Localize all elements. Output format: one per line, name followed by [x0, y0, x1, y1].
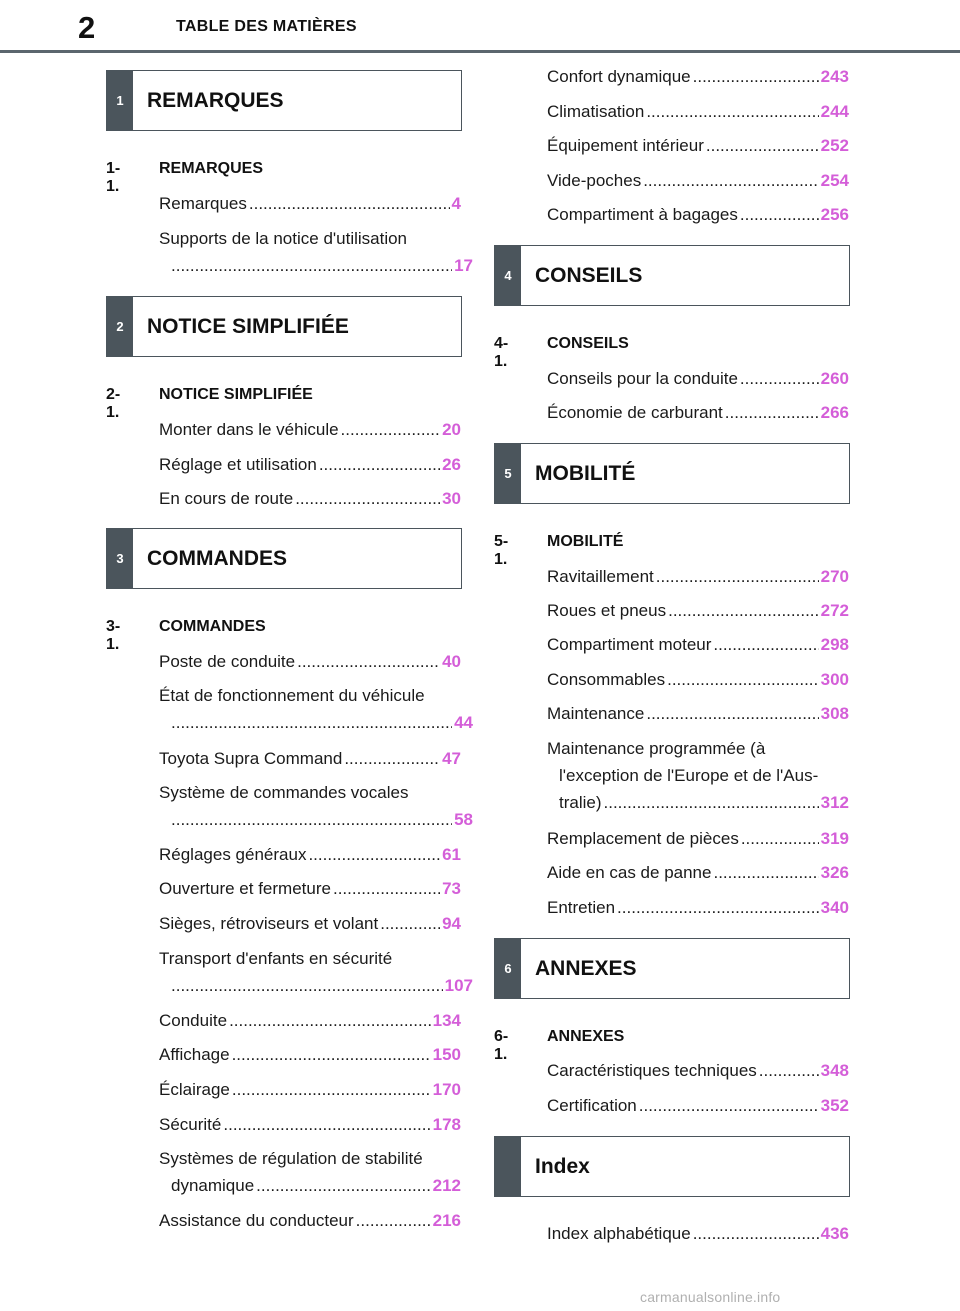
section-title: NOTICE SIMPLIFIÉE — [159, 386, 313, 403]
toc-entry[interactable] — [159, 878, 461, 900]
chapter-box-4[interactable] — [494, 245, 850, 306]
entry-page: 107 — [444, 976, 473, 995]
toc-entry[interactable] — [159, 844, 461, 866]
entry-label: Ouverture et fermeture — [159, 879, 331, 898]
entry-label: Ravitaillement — [547, 567, 654, 586]
entry-label: Index alphabétique — [547, 1224, 691, 1243]
leader-dots — [706, 135, 819, 157]
section-title: CONSEILS — [547, 335, 629, 352]
entry-page: 44 — [454, 713, 473, 732]
entry-page: 178 — [432, 1115, 461, 1134]
chapter-tab: 3 — [107, 529, 133, 588]
header-title: TABLE DES MATIÈRES — [176, 18, 357, 35]
entry-label: Supports de la notice d'utilisation — [159, 229, 408, 248]
entry-page: 256 — [820, 205, 849, 224]
toc-entry[interactable] — [547, 402, 849, 424]
toc-entry[interactable] — [547, 135, 849, 157]
chapter-box-5[interactable] — [494, 443, 850, 504]
toc-entry[interactable] — [547, 368, 849, 390]
entry-page: 308 — [820, 704, 849, 723]
entry-label: État de fonctionnement du véhicule — [159, 686, 425, 705]
toc-entry[interactable] — [547, 170, 849, 192]
entry-page: 272 — [820, 601, 849, 620]
entry-label: Assistance du conducteur — [159, 1211, 354, 1230]
entry-page: 58 — [454, 810, 473, 829]
toc-entry[interactable] — [547, 1223, 849, 1245]
leader-dots — [656, 566, 819, 588]
entry-page: 243 — [820, 67, 849, 86]
entry-label: Conduite — [159, 1011, 228, 1030]
entry-page: 134 — [432, 1011, 461, 1030]
toc-entry[interactable] — [547, 1060, 849, 1082]
chapter-box-1[interactable] — [106, 70, 462, 131]
leader-dots — [256, 1175, 430, 1197]
leader-dots — [713, 862, 818, 884]
entry-page: 252 — [820, 136, 849, 155]
toc-entry[interactable] — [547, 862, 849, 884]
entry-page: 47 — [442, 749, 461, 768]
page-header — [0, 0, 960, 54]
entry-label: Remplacement de pièces — [547, 829, 739, 848]
leader-dots — [667, 669, 819, 691]
entry-page: 216 — [432, 1211, 461, 1230]
entry-label: Remarques — [159, 194, 247, 213]
entry-label-continued: l'exception de l'Europe et de l'Aus- — [559, 766, 819, 785]
leader-dots — [693, 1223, 819, 1245]
section-number: 4-1. — [494, 335, 509, 370]
page-number: 2 — [78, 10, 96, 45]
chapter-title: NOTICE SIMPLIFIÉE — [147, 314, 349, 338]
toc-entry[interactable] — [159, 1148, 461, 1197]
entry-page: 436 — [820, 1224, 849, 1243]
section-number: 5-1. — [494, 533, 509, 568]
entry-page: 150 — [432, 1045, 461, 1064]
leader-dots — [646, 101, 818, 123]
toc-entry[interactable] — [547, 600, 849, 622]
chapter-title: ANNEXES — [535, 956, 637, 980]
entry-page: 26 — [442, 455, 461, 474]
chapter-tab: 2 — [107, 297, 133, 356]
entry-page: 17 — [454, 256, 473, 275]
entry-page: 61 — [442, 845, 461, 864]
chapter-tab: 5 — [495, 444, 521, 503]
entry-page: 94 — [442, 914, 461, 933]
entry-page: 170 — [432, 1080, 461, 1099]
leader-dots — [171, 809, 452, 831]
entry-page: 73 — [442, 879, 461, 898]
toc-entry[interactable] — [159, 454, 461, 476]
entry-label: Climatisation — [547, 102, 645, 121]
leader-dots — [646, 703, 818, 725]
entry-label: Aide en cas de panne — [547, 863, 712, 882]
entry-label: Affichage — [159, 1045, 230, 1064]
toc-entry[interactable] — [547, 1095, 849, 1117]
chapter-tab — [495, 1137, 521, 1196]
toc-entry[interactable] — [547, 66, 849, 88]
leader-dots — [604, 792, 819, 814]
entry-label: Monter dans le véhicule — [159, 420, 339, 439]
toc-entry[interactable] — [159, 228, 473, 277]
entry-page: 319 — [820, 829, 849, 848]
leader-dots — [319, 454, 440, 476]
toc-entry[interactable] — [159, 685, 473, 734]
leader-dots — [295, 488, 440, 510]
toc-entry[interactable] — [159, 193, 461, 215]
toc-entry[interactable] — [159, 782, 473, 831]
toc-entry[interactable] — [547, 101, 849, 123]
toc-entry[interactable] — [547, 738, 849, 814]
leader-dots — [740, 368, 819, 390]
section-number: 6-1. — [494, 1028, 509, 1063]
entry-label: Systèmes de régulation de stabilité — [159, 1149, 423, 1168]
leader-dots — [223, 1114, 430, 1136]
entry-page: 340 — [820, 898, 849, 917]
entry-label: Maintenance programmée (à — [547, 739, 766, 758]
entry-label: Roues et pneus — [547, 601, 667, 620]
entry-page: 212 — [432, 1176, 461, 1195]
entry-label: Conseils pour la conduite — [547, 369, 738, 388]
entry-label: Compartiment à bagages — [547, 205, 738, 224]
toc-entry[interactable] — [547, 703, 849, 725]
leader-dots — [759, 1060, 819, 1082]
entry-page: 244 — [820, 102, 849, 121]
leader-dots — [232, 1079, 431, 1101]
leader-dots — [333, 878, 440, 900]
toc-entry[interactable] — [547, 204, 849, 226]
entry-label-continued: dynamique — [171, 1176, 255, 1195]
leader-dots — [643, 170, 818, 192]
leader-dots — [693, 66, 819, 88]
entry-page: 260 — [820, 369, 849, 388]
leader-dots — [639, 1095, 819, 1117]
toc-entry[interactable] — [159, 1044, 461, 1066]
header-rule — [0, 50, 960, 53]
chapter-title: REMARQUES — [147, 88, 284, 112]
entry-label: Toyota Supra Command — [159, 749, 343, 768]
entry-label: Caractéristiques techniques — [547, 1061, 757, 1080]
watermark: carmanualsonline.info — [640, 1289, 781, 1305]
chapter-tab: 1 — [107, 71, 133, 130]
entry-label: Éclairage — [159, 1080, 230, 1099]
toc-entry[interactable] — [547, 828, 849, 850]
toc-entry[interactable] — [159, 1079, 461, 1101]
entry-page: 40 — [442, 652, 461, 671]
entry-label: Maintenance — [547, 704, 645, 723]
chapter-title: CONSEILS — [535, 263, 643, 287]
chapter-title: COMMANDES — [147, 546, 287, 570]
toc-entry[interactable] — [159, 651, 461, 673]
toc-entry[interactable] — [547, 897, 849, 919]
entry-label: Réglage et utilisation — [159, 455, 317, 474]
section-title: REMARQUES — [159, 160, 264, 177]
toc-entry[interactable] — [159, 748, 461, 770]
chapter-title: Index — [535, 1154, 590, 1178]
toc-entry[interactable] — [159, 488, 461, 510]
entry-label: Économie de carburant — [547, 403, 723, 422]
leader-dots — [713, 634, 818, 656]
chapter-box-3[interactable] — [106, 528, 462, 589]
leader-dots — [380, 913, 440, 935]
entry-page: 254 — [820, 171, 849, 190]
leader-dots — [232, 1044, 431, 1066]
entry-page: 20 — [442, 420, 461, 439]
section-number: 2-1. — [106, 386, 121, 421]
section-title: ANNEXES — [547, 1028, 625, 1045]
entry-label: Équipement intérieur — [547, 136, 704, 155]
leader-dots — [249, 193, 450, 215]
entry-label: Transport d'enfants en sécurité — [159, 949, 393, 968]
leader-dots — [668, 600, 819, 622]
entry-label: Réglages généraux — [159, 845, 307, 864]
entry-page: 266 — [820, 403, 849, 422]
entry-label: Sécurité — [159, 1115, 222, 1134]
toc-entry[interactable] — [159, 1210, 461, 1232]
entry-label: Poste de conduite — [159, 652, 296, 671]
toc-entry[interactable] — [547, 566, 849, 588]
toc-entry[interactable] — [159, 913, 461, 935]
leader-dots — [308, 844, 440, 866]
leader-dots — [725, 402, 819, 424]
entry-page: 352 — [820, 1096, 849, 1115]
entry-label: Vide-poches — [547, 171, 642, 190]
entry-page: 30 — [442, 489, 461, 508]
leader-dots — [171, 712, 452, 734]
chapter-box-6[interactable] — [494, 938, 850, 999]
toc-entry[interactable] — [159, 1010, 461, 1032]
toc-entry[interactable] — [547, 634, 849, 656]
entry-label: Entretien — [547, 898, 616, 917]
section-title: COMMANDES — [159, 618, 266, 635]
section-number: 3-1. — [106, 618, 121, 653]
chapter-title: MOBILITÉ — [535, 461, 636, 485]
toc-entry[interactable] — [159, 948, 473, 997]
entry-label: Sièges, rétroviseurs et volant — [159, 914, 379, 933]
entry-page: 4 — [451, 194, 461, 213]
leader-dots — [297, 651, 440, 673]
leader-dots — [741, 828, 819, 850]
toc-entry[interactable] — [547, 669, 849, 691]
entry-page: 270 — [820, 567, 849, 586]
section-title: MOBILITÉ — [547, 533, 624, 550]
entry-label: Certification — [547, 1096, 637, 1115]
entry-page: 348 — [820, 1061, 849, 1080]
leader-dots — [740, 204, 819, 226]
leader-dots — [341, 419, 441, 441]
leader-dots — [344, 748, 440, 770]
entry-label: Confort dynamique — [547, 67, 691, 86]
leader-dots — [171, 255, 452, 277]
chapter-box-2[interactable] — [106, 296, 462, 357]
leader-dots — [617, 897, 819, 919]
leader-dots — [171, 975, 443, 997]
entry-label: Système de commandes vocales — [159, 783, 409, 802]
chapter-box-index[interactable] — [494, 1136, 850, 1197]
chapter-tab: 6 — [495, 939, 521, 998]
entry-label-continued: tralie) — [559, 793, 602, 812]
leader-dots — [229, 1010, 431, 1032]
chapter-tab: 4 — [495, 246, 521, 305]
entry-page: 312 — [820, 793, 849, 812]
entry-label: Compartiment moteur — [547, 635, 712, 654]
entry-page: 326 — [820, 863, 849, 882]
entry-label: Consommables — [547, 670, 666, 689]
leader-dots — [356, 1210, 431, 1232]
entry-page: 298 — [820, 635, 849, 654]
toc-entry[interactable] — [159, 1114, 461, 1136]
section-number: 1-1. — [106, 160, 121, 195]
entry-page: 300 — [820, 670, 849, 689]
toc-entry[interactable] — [159, 419, 461, 441]
entry-label: En cours de route — [159, 489, 294, 508]
